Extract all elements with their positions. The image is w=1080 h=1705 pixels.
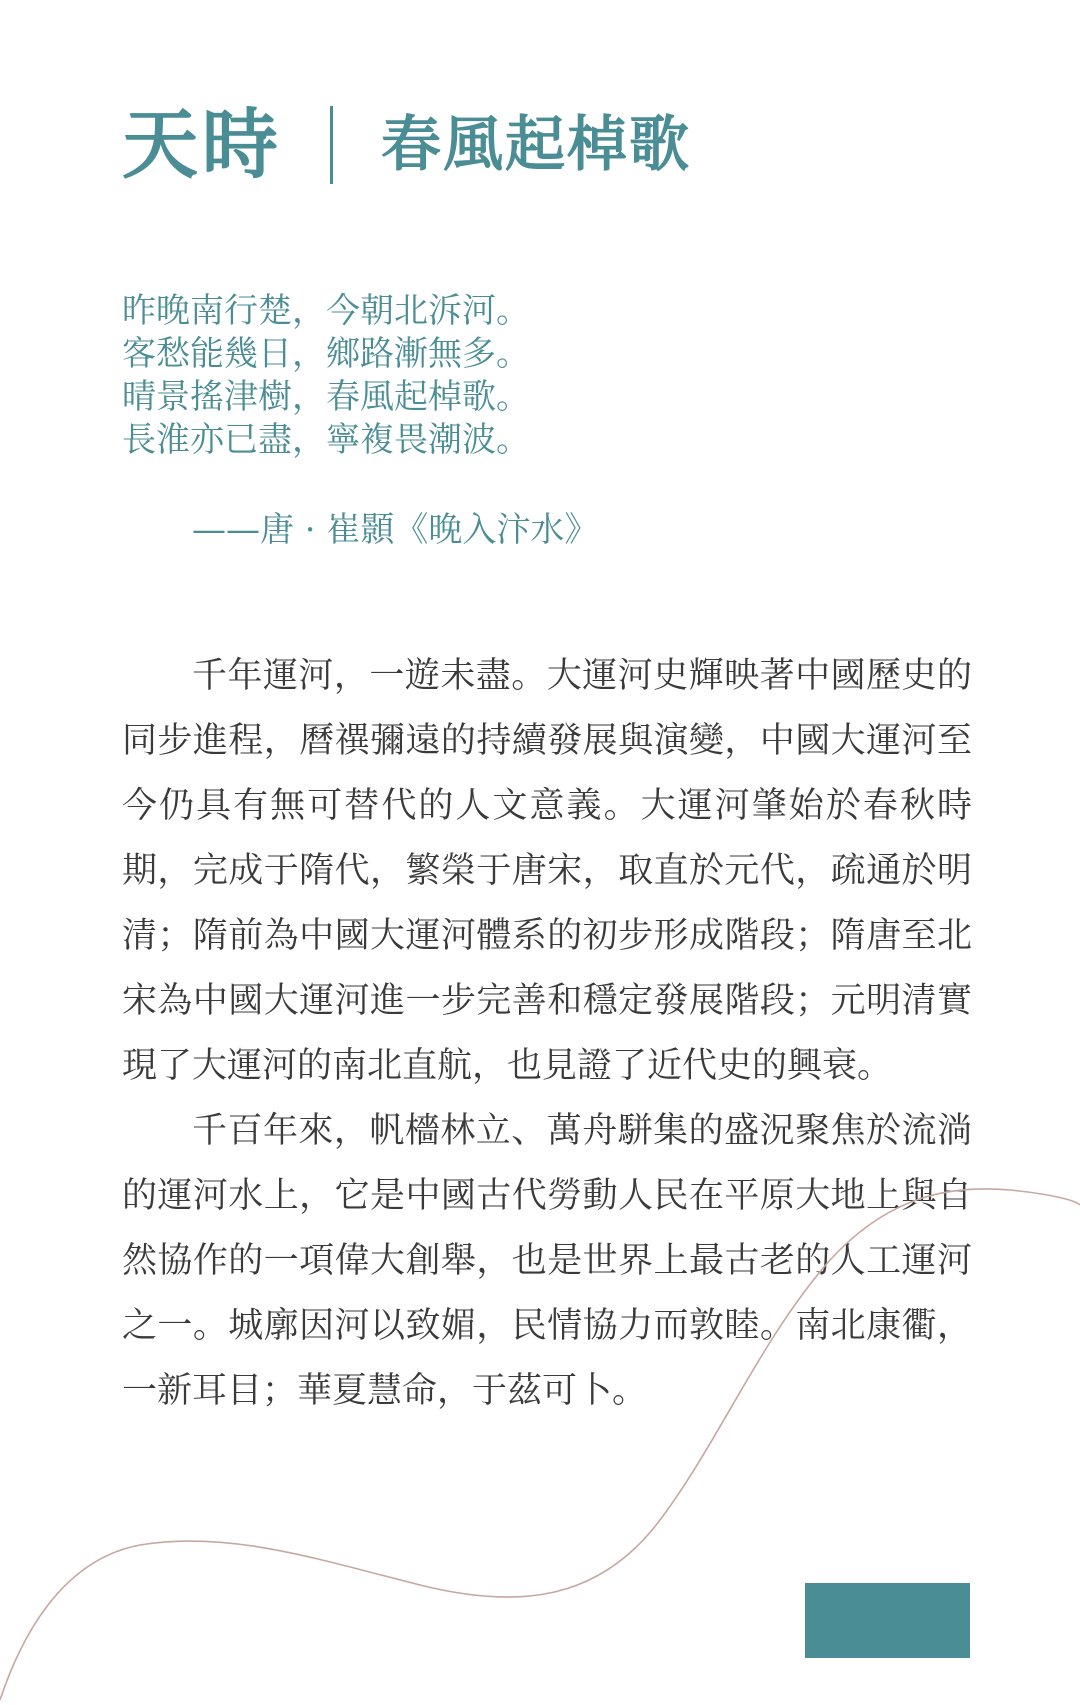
page-title: 春風起棹歌	[381, 110, 691, 180]
poem-attribution: ——唐 · 崔顥《晚入汴水》	[192, 510, 599, 550]
body-paragraph: 千年運河，一遊未盡。大運河史輝映著中國歷史的同步進程，曆禩彌遠的持續發展與演變，中國大運河至今仍具有無可替代的人文意義。大運河肇始於春秋時期，完成于隋代，繁榮于唐宋，取直於元代，疏通於明清；隋前為中國大運河體系的初步形成階段；隋唐至北宋為中國大運河進一步完善和穩定發展階段；元明清實現了大運河的南北直航，也見證了近代史的興衰。	[122, 656, 972, 1086]
body-paragraph: 千百年來，帆檣林立、萬舟駢集的盛況聚焦於流淌的運河水上，它是中國古代勞動人民在平原大地上與自然協作的一項偉大創舉，也是世界上最古老的人工運河之一。城廓因河以致媚，民情協力而敦睦。南北康衢，一新耳目；華夏慧命，于茲可卜。	[122, 1111, 972, 1411]
body-text	[122, 644, 972, 1424]
page-header	[122, 100, 691, 190]
header-divider	[330, 106, 333, 184]
section-title: 天時	[122, 100, 282, 189]
poem	[122, 290, 530, 462]
poem-line: 客愁能幾日，鄉路漸無多。	[122, 334, 530, 374]
poem-line: 昨晚南行楚，今朝北泝河。	[122, 291, 530, 331]
poem-line: 晴景搖津樹，春風起棹歌。	[122, 377, 530, 417]
poem-line: 長淮亦已盡，寧複畏潮波。	[122, 420, 530, 460]
accent-block	[805, 1583, 970, 1658]
